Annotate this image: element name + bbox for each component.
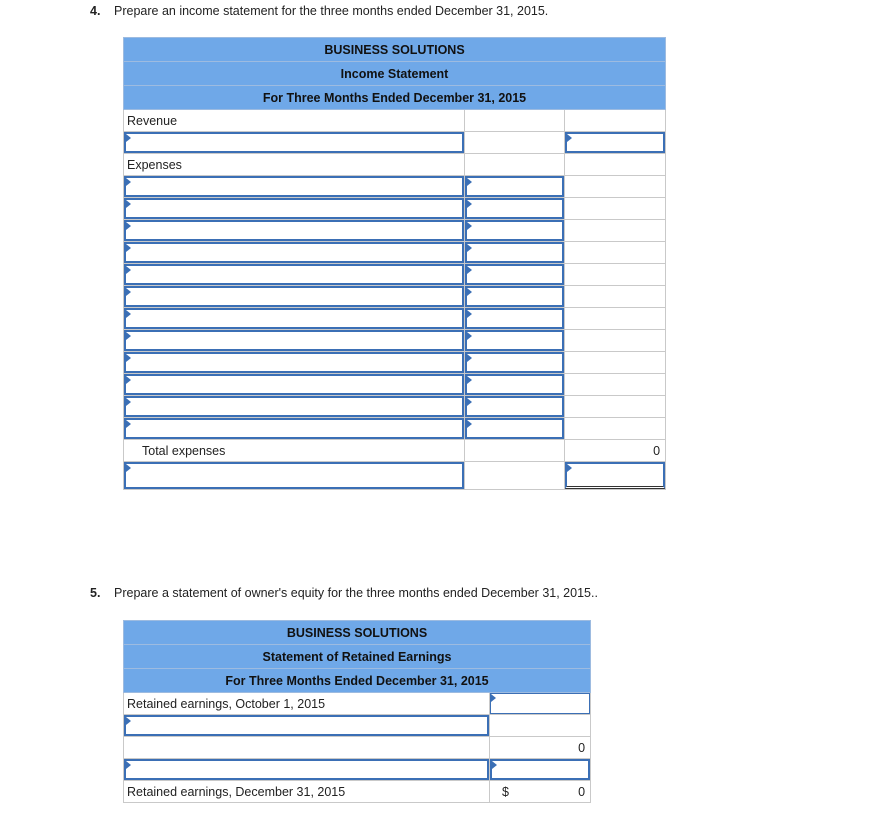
closing-balance-cell (490, 781, 591, 803)
closing-balance-label: Retained earnings, December 31, 2015 (124, 781, 490, 803)
net-income-amount-input[interactable] (565, 462, 665, 489)
company-name: BUSINESS SOLUTIONS (124, 38, 666, 62)
expense-amount-input[interactable] (465, 264, 564, 285)
empty-cell (565, 352, 666, 374)
expense-row (124, 418, 666, 440)
expense-account-cell[interactable] (124, 308, 465, 330)
expense-amount-cell[interactable] (465, 198, 565, 220)
empty-cell (465, 132, 565, 154)
expense-row (124, 286, 666, 308)
empty-cell (565, 396, 666, 418)
closing-balance-value: 0 (578, 785, 586, 799)
re-item2-label-cell[interactable] (124, 759, 490, 781)
statement-title: Statement of Retained Earnings (124, 645, 591, 669)
expense-account-input[interactable] (124, 286, 464, 307)
question-number: 5. (90, 586, 101, 600)
empty-cell (465, 154, 565, 176)
net-income-label-cell[interactable] (124, 462, 465, 490)
expense-account-input[interactable] (124, 242, 464, 263)
expense-row (124, 374, 666, 396)
expense-amount-input[interactable] (465, 374, 564, 395)
expense-amount-cell[interactable] (465, 220, 565, 242)
expense-account-cell[interactable] (124, 374, 465, 396)
empty-cell (565, 418, 666, 440)
expense-amount-cell[interactable] (465, 374, 565, 396)
empty-cell (565, 264, 666, 286)
expense-row (124, 220, 666, 242)
question-text: Prepare a statement of owner's equity for the three months ended December 31, 2015.. (114, 586, 598, 600)
expense-amount-input[interactable] (465, 242, 564, 263)
expense-amount-cell[interactable] (465, 352, 565, 374)
expense-amount-input[interactable] (465, 352, 564, 373)
expense-account-cell[interactable] (124, 352, 465, 374)
expense-account-input[interactable] (124, 396, 464, 417)
opening-balance-cell[interactable] (490, 693, 591, 715)
expense-row (124, 396, 666, 418)
expense-amount-input[interactable] (465, 198, 564, 219)
empty-cell (565, 330, 666, 352)
expense-account-cell[interactable] (124, 418, 465, 440)
expense-amount-input[interactable] (465, 286, 564, 307)
expense-row (124, 330, 666, 352)
question-4 (90, 4, 548, 18)
expense-account-input[interactable] (124, 176, 464, 197)
revenue-label: Revenue (124, 110, 465, 132)
expense-amount-cell[interactable] (465, 308, 565, 330)
empty-cell (490, 715, 591, 737)
expense-amount-cell[interactable] (465, 286, 565, 308)
company-name: BUSINESS SOLUTIONS (124, 621, 591, 645)
re-item2-amount-input[interactable] (490, 759, 590, 780)
revenue-amount-input[interactable] (565, 132, 665, 153)
expense-account-cell[interactable] (124, 264, 465, 286)
expense-amount-input[interactable] (465, 396, 564, 417)
expense-account-input[interactable] (124, 374, 464, 395)
expense-rows (124, 176, 666, 440)
expense-row (124, 308, 666, 330)
opening-balance-input[interactable] (490, 693, 590, 714)
question-5 (90, 586, 598, 600)
revenue-account-cell[interactable] (124, 132, 465, 154)
empty-cell (124, 737, 490, 759)
retained-earnings-table (123, 620, 591, 803)
empty-cell (565, 242, 666, 264)
net-income-amount-cell[interactable] (565, 462, 666, 490)
expense-account-cell[interactable] (124, 176, 465, 198)
empty-cell (565, 286, 666, 308)
expense-account-input[interactable] (124, 264, 464, 285)
statement-period: For Three Months Ended December 31, 2015 (124, 86, 666, 110)
expense-account-input[interactable] (124, 330, 464, 351)
expense-row (124, 352, 666, 374)
expense-amount-input[interactable] (465, 330, 564, 351)
expense-account-cell[interactable] (124, 198, 465, 220)
expense-account-cell[interactable] (124, 242, 465, 264)
expense-amount-cell[interactable] (465, 396, 565, 418)
re-item2-label-input[interactable] (124, 759, 489, 780)
expense-row (124, 198, 666, 220)
opening-balance-label: Retained earnings, October 1, 2015 (124, 693, 490, 715)
question-text: Prepare an income statement for the three months ended December 31, 2015. (114, 4, 549, 18)
total-expenses-label: Total expenses (124, 440, 465, 462)
empty-cell (465, 440, 565, 462)
empty-cell (465, 110, 565, 132)
expense-row (124, 264, 666, 286)
expense-account-cell[interactable] (124, 396, 465, 418)
empty-cell (565, 374, 666, 396)
expense-row (124, 242, 666, 264)
revenue-account-input[interactable] (124, 132, 464, 153)
revenue-amount-cell[interactable] (565, 132, 666, 154)
empty-cell (465, 462, 565, 490)
expense-amount-input[interactable] (465, 418, 564, 439)
empty-cell (565, 308, 666, 330)
question-number: 4. (90, 4, 101, 18)
expense-account-input[interactable] (124, 418, 464, 439)
expense-amount-cell[interactable] (465, 242, 565, 264)
statement-title: Income Statement (124, 62, 666, 86)
empty-cell (565, 198, 666, 220)
expenses-label: Expenses (124, 154, 465, 176)
expense-account-cell[interactable] (124, 330, 465, 352)
expense-amount-input[interactable] (465, 308, 564, 329)
expense-amount-cell[interactable] (465, 418, 565, 440)
expense-amount-cell[interactable] (465, 176, 565, 198)
expense-amount-cell[interactable] (465, 330, 565, 352)
empty-cell (565, 154, 666, 176)
expense-account-input[interactable] (124, 220, 464, 241)
expense-amount-input[interactable] (465, 176, 564, 197)
expense-account-input[interactable] (124, 198, 464, 219)
currency-symbol: $ (502, 785, 509, 799)
subtotal-value: 0 (490, 737, 591, 759)
re-item-label-input[interactable] (124, 715, 489, 736)
re-item-label-cell[interactable] (124, 715, 490, 737)
total-expenses-value: 0 (565, 440, 666, 462)
statement-period: For Three Months Ended December 31, 2015 (124, 669, 591, 693)
expense-amount-cell[interactable] (465, 264, 565, 286)
expense-account-cell[interactable] (124, 286, 465, 308)
empty-cell (565, 220, 666, 242)
re-item2-amount-cell[interactable] (490, 759, 591, 781)
empty-cell (565, 110, 666, 132)
expense-account-input[interactable] (124, 352, 464, 373)
expense-amount-input[interactable] (465, 220, 564, 241)
income-statement-table (123, 37, 666, 490)
expense-row (124, 176, 666, 198)
empty-cell (565, 176, 666, 198)
expense-account-input[interactable] (124, 308, 464, 329)
expense-account-cell[interactable] (124, 220, 465, 242)
net-income-label-input[interactable] (124, 462, 464, 489)
